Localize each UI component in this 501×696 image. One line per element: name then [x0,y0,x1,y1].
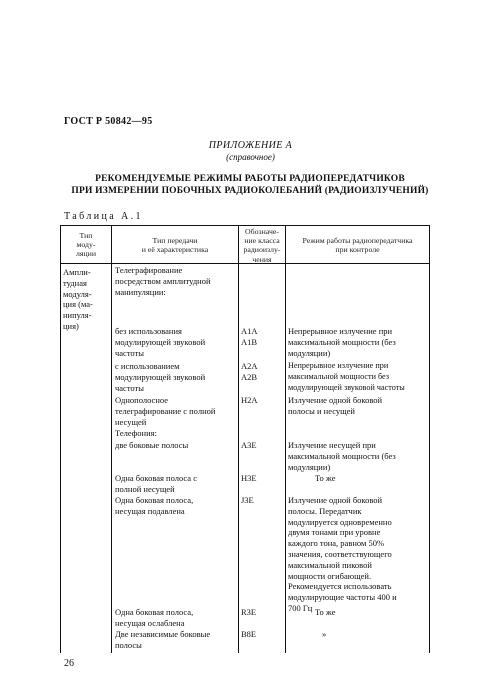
transmission-cell: две боковые полосы [115,440,189,450]
header-operating-mode: Режим работы радиопередатчика при контроле [302,236,413,255]
table-border-top [60,225,430,226]
emission-class-cell: J3E [241,495,254,505]
table-border-right [429,225,430,653]
page-number: 26 [64,658,74,669]
table-border-left [60,225,61,653]
table-label: Таблица А.1 [64,211,143,222]
transmission-cell: Одна боковая полоса, несущая ослаблена [115,607,194,628]
emission-class-cell: Н2А [241,395,258,405]
mode-cell: Излучение одной боковой полосы. Передатчик модулируется одновременно двумя тонами при уровне каждого тона, равном 50% значения, соответствующего максимальной пиковой мощности огибающей. Рекомендуется использовать модулирующие частоты 400 и 700 Гц [288,495,397,613]
emission-class-cell: В8Е [241,629,257,639]
emission-class-cell: R3E [241,607,257,617]
table [60,225,430,653]
emission-class-cell: Н3Е [241,473,257,483]
document-code: ГОСТ Р 50842—95 [64,116,153,127]
emission-class-cell: А2А А2В [241,361,258,382]
transmission-cell: Телеграфирование посредством амплитудной манипуляции: [115,265,211,297]
header-emission-class: Обозначе- ние класса радиоизлу- чения [243,227,281,264]
transmission-cell: с использованием модулирующей звуковой частоты [115,361,206,393]
table-col-divider-3 [285,225,286,653]
transmission-cell: Однополосное телеграфирование с полной несущей [115,395,216,427]
transmission-cell: Две независимые боковые полосы [115,629,211,650]
main-title: РЕКОМЕНДУЕМЫЕ РЕЖИМЫ РАБОТЫ РАДИОПЕРЕДАТЧИКОВ ПРИ ИЗМЕРЕНИИ ПОБОЧНЫХ РАДИОКОЛЕБАНИЙ (РАДИОИЗЛУЧЕНИЙ) [71,174,429,196]
transmission-cell: Одна боковая полоса с полной несущей [115,473,197,494]
mode-cell: То же [315,607,336,617]
table-col-divider-2 [238,225,239,653]
modulation-type-cell: Ампли- тудная модуля- ция (ма- нипуля- ция) [63,267,93,331]
transmission-cell: без использования модулирующей звуковой частоты [115,326,206,358]
appendix-title: ПРИЛОЖЕНИЕ А [208,140,293,151]
mode-cell: То же [315,473,336,483]
transmission-cell: Телефония: [115,428,157,438]
mode-cell: Непрерывное излучение при максимальной мощности (без модуляции) [288,326,396,358]
mode-cell: Непрерывное излучение при максимальной мощности без модулирующей звуковой частоты [288,361,405,392]
header-modulation-type: Тип моду- ляции [76,231,96,259]
appendix-note: (справочное) [226,152,275,162]
header-transmission-type: Тип передачи и её характеристика [141,236,209,255]
transmission-cell: Одна боковая полоса, несущая подавлена [115,495,194,516]
emission-class-cell: А3Е [241,440,257,450]
emission-class-cell: А1А А1В [241,326,258,347]
mode-cell: » [322,629,327,639]
mode-cell: Излучение несущей при максимальной мощности (без модуляции) [288,440,396,472]
table-col-divider-1 [111,225,112,653]
mode-cell: Излучение одной боковой полосы и несущей [288,395,383,416]
